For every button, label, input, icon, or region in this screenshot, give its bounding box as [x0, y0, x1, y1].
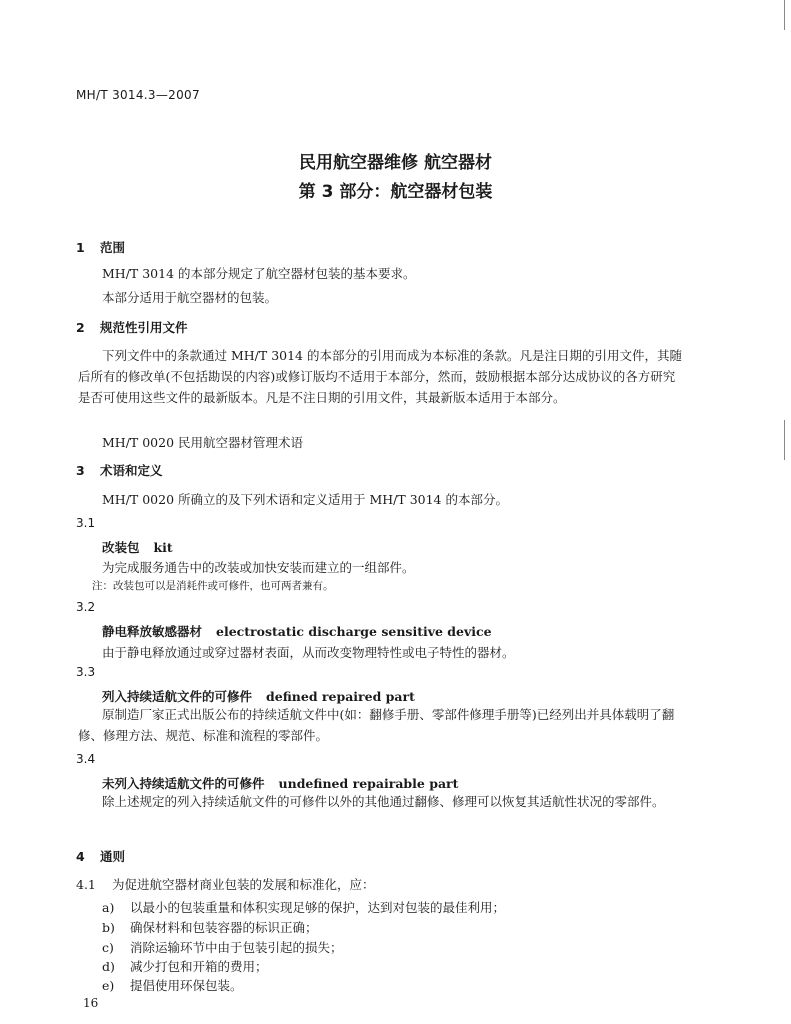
clause-number: 3.1 — [76, 516, 96, 530]
term-chinese: 未列入持续适航文件的可修件 — [102, 776, 265, 791]
document-title-line-2: 第 3 部分：航空器材包装 — [298, 182, 493, 202]
clause-4-1 — [76, 875, 375, 893]
term-entry — [102, 687, 415, 705]
term-english: kit — [153, 540, 173, 555]
normative-reference: MH/T 0020 民用航空器材管理术语 — [102, 435, 304, 450]
clause-number: 3.3 — [76, 665, 96, 679]
section-title: 规范性引用文件 — [100, 320, 188, 335]
section-3-heading — [76, 461, 163, 479]
term-english: defined repaired part — [266, 689, 415, 704]
list-marker: e) — [102, 978, 115, 993]
section-1-heading — [76, 238, 125, 256]
scan-edge-mark — [784, 0, 785, 30]
list-marker: d) — [102, 959, 115, 974]
section-title: 通则 — [100, 849, 126, 864]
section-4-heading — [76, 847, 125, 865]
document-title-line-1: 民用航空器维修 航空器材 — [299, 153, 492, 173]
definition: 为完成服务通告中的改装或加快安装而建立的一组部件。 — [102, 560, 415, 575]
term-english: electrostatic discharge sensitive device — [216, 624, 492, 639]
term-entry — [102, 622, 492, 640]
clause-number: 3.2 — [76, 600, 96, 614]
list-marker: b) — [102, 920, 115, 935]
term-entry — [102, 774, 458, 792]
list-item — [102, 898, 505, 916]
list-item — [102, 957, 268, 975]
paragraph: MH/T 0020 所确立的及下列术语和定义适用于 MH/T 3014 的本部分。 — [102, 492, 508, 507]
clause-number: 3.4 — [76, 752, 96, 766]
list-text: 减少打包和开箱的费用； — [130, 959, 268, 974]
clause-intro: 为促进航空器材商业包装的发展和标准化，应： — [112, 877, 375, 892]
definition: 除上述规定的列入持续适航文件的可修件以外的其他通过翻修、修理可以恢复其适航性状况的零部件。 — [102, 794, 665, 809]
list-text: 确保材料和包装容器的标识正确； — [130, 920, 318, 935]
list-text: 消除运输环节中由于包装引起的损失； — [130, 940, 343, 955]
paragraph: 本部分适用于航空器材的包装。 — [102, 290, 278, 305]
list-item — [102, 918, 318, 936]
scan-edge-mark — [784, 420, 785, 460]
page-number: 16 — [83, 996, 99, 1010]
term-chinese: 列入持续适航文件的可修件 — [102, 689, 253, 704]
section-number: 4 — [76, 849, 85, 864]
list-marker: c) — [102, 940, 114, 955]
section-number: 2 — [76, 320, 85, 335]
term-chinese: 改装包 — [102, 540, 140, 555]
list-marker: a) — [102, 900, 115, 915]
section-title: 范围 — [100, 240, 126, 255]
paragraph: 下列文件中的条款通过 MH/T 3014 的本部分的引用而成为本标准的条款。凡是注日期的引用文件，其随后所有的修改单(不包括勘误的内容)或修订版均不适用于本部分，然而，鼓励根据本部分达成协议的各方研究是否可使用这些文件的最新版本。凡是不注日期的引用文件，其最新版本适用于本部分。 — [78, 348, 682, 405]
list-text: 提倡使用环保包装。 — [130, 978, 243, 993]
term-chinese: 静电释放敏感器材 — [102, 624, 203, 639]
list-text: 以最小的包装重量和体积实现足够的保护，达到对包装的最佳利用； — [130, 900, 506, 915]
definition: 原制造厂家正式出版公布的持续适航文件中(如：翻修手册、零部件修理手册等)已经列出并具体载明了翻修、修理方法、规范、标准和流程的零部件。 — [78, 707, 675, 743]
note: 注：改装包可以是消耗件或可修件，也可两者兼有。 — [92, 580, 334, 592]
term-english: undefined repairable part — [278, 776, 459, 791]
section-number: 1 — [76, 240, 85, 255]
list-item — [102, 938, 343, 956]
definition: 由于静电释放通过或穿过器材表面，从而改变物理特性或电子特性的器材。 — [102, 645, 515, 660]
section-number: 3 — [76, 463, 85, 478]
section-title: 术语和定义 — [100, 463, 163, 478]
list-item — [102, 976, 243, 994]
standard-code: MH/T 3014.3—2007 — [76, 88, 200, 102]
paragraph: MH/T 3014 的本部分规定了航空器材包装的基本要求。 — [102, 266, 416, 281]
section-2-heading — [76, 318, 188, 336]
clause-number: 4.1 — [76, 877, 96, 892]
term-entry — [102, 538, 173, 556]
